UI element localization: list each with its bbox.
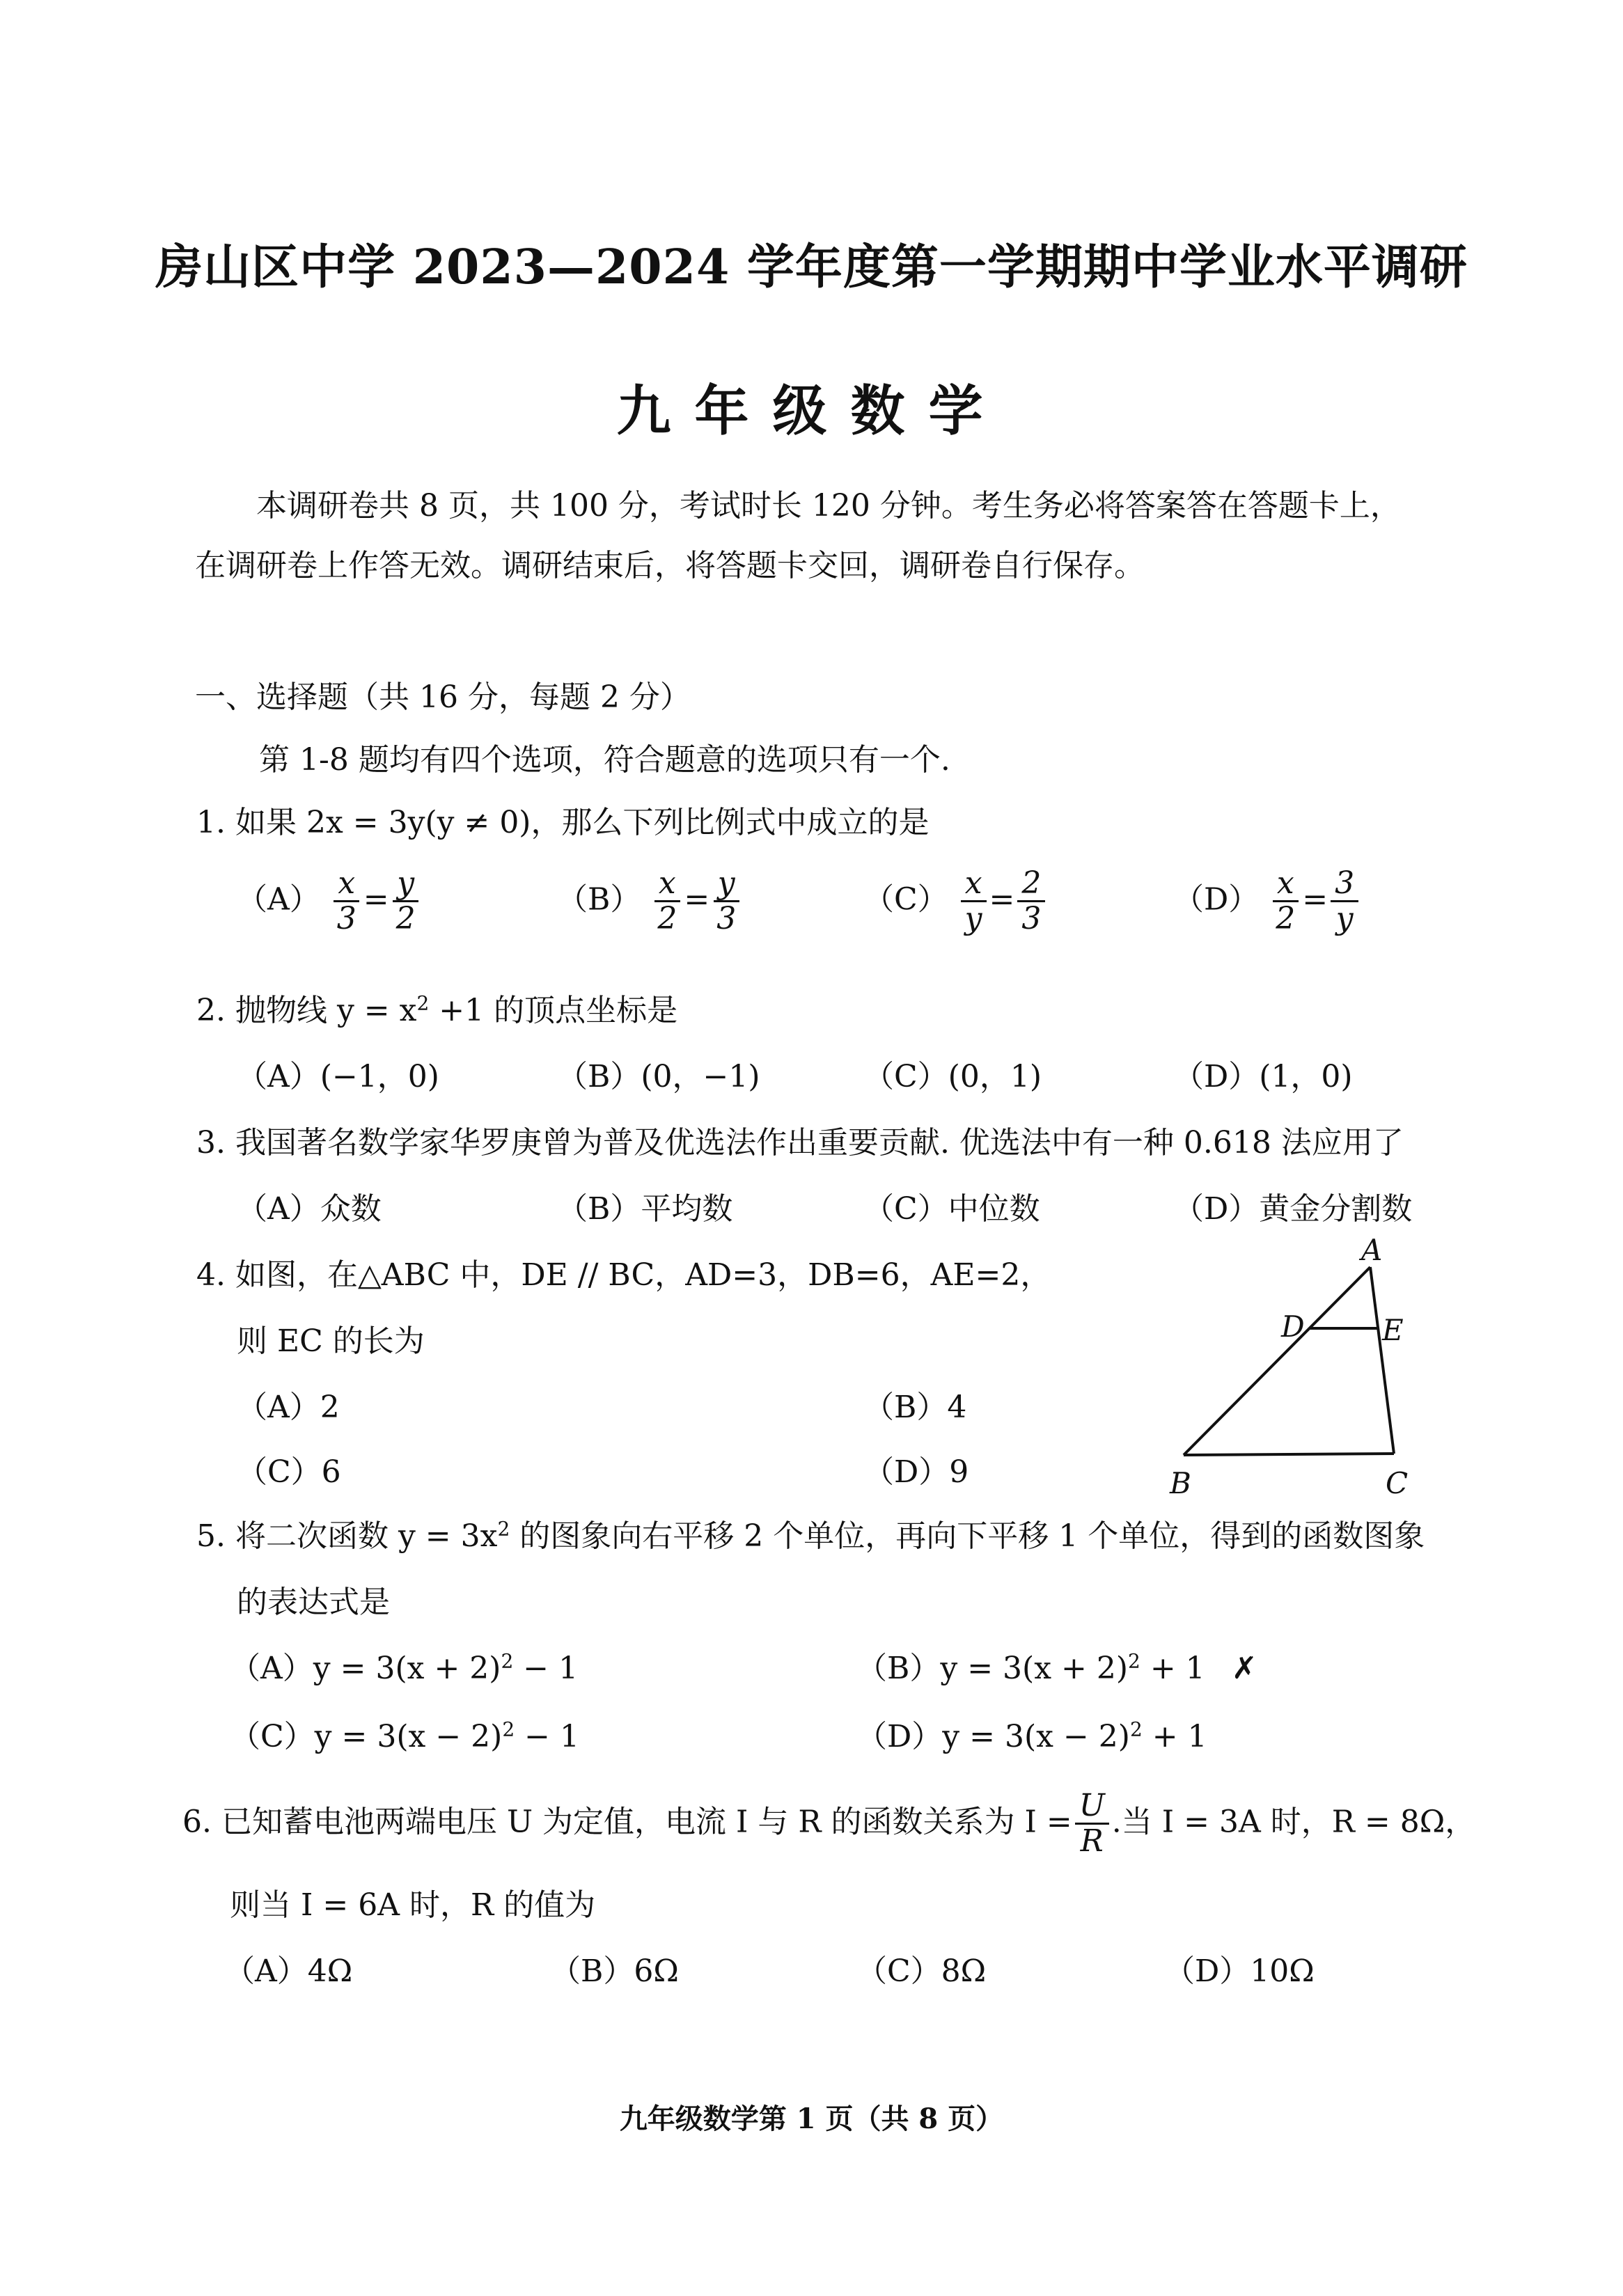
q1-option-c: （C） $\frac{x}{y}$ = $\frac{2}{3}$ <box>863 867 1048 936</box>
side-ab <box>1184 1267 1370 1455</box>
q5-option-b: $(B)y = 3(x + 2)^2 + 1$ ✗ <box>856 1649 1257 1686</box>
q4-option-a: （A）2 <box>237 1390 340 1425</box>
instructions-line1: 本调研卷共 8 页，共 100 分，考试时长 120 分钟。考生务必将答案答在答题卡上， <box>256 488 1401 524</box>
q4-option-b: （B）4 <box>863 1390 967 1425</box>
side-bc <box>1184 1454 1394 1455</box>
q5-option-c: $(C)y = 3(x - 2)^2 - 1$ <box>230 1717 580 1754</box>
q2-option-b: （B）(0，−1) <box>557 1059 760 1094</box>
q5-stem-line1: 5. 将二次函数 $y = 3x^2$ 的图象向右平移 2 个单位，再向下平移 1 个单位，得到的函数图象 <box>196 1517 1425 1554</box>
subject-title: 九年级数学 <box>616 379 1007 443</box>
exam-title: 房山区中学 2023—2024 学年度第一学期期中学业水平调研 <box>155 239 1468 295</box>
handwritten-cross-mark: ✗ <box>1231 1651 1257 1686</box>
q4-option-d: （D）9 <box>863 1454 969 1490</box>
q3-option-a: （A）众数 <box>237 1191 382 1227</box>
page-footer: 九年级数学第 1 页（共 8 页） <box>619 2102 1004 2135</box>
instructions-line2: 在调研卷上作答无效。调研结束后，将答题卡交回，调研卷自行保存。 <box>195 548 1145 583</box>
q6-option-c: （C）8Ω <box>856 1953 987 1989</box>
q6-option-b: （B）6Ω <box>550 1953 679 1989</box>
q6-option-a: （A）4Ω <box>224 1953 353 1989</box>
triangle-figure <box>1149 1232 1441 1511</box>
q5-option-d: $(D)y = 3(x - 2)^2 + 1$ <box>856 1717 1207 1754</box>
q6-option-d: （D）10Ω <box>1164 1953 1315 1989</box>
label-a: A <box>1361 1233 1383 1267</box>
q5-option-a: $(A)y = 3(x + 2)^2 - 1$ <box>230 1649 579 1686</box>
label-c: C <box>1386 1466 1409 1500</box>
q2-option-a: （A）(−1，0) <box>237 1059 439 1094</box>
q1-option-b: （B） $\frac{x}{2}$ = $\frac{y}{3}$ <box>557 867 743 936</box>
q2-option-c: （C）(0，1) <box>863 1059 1042 1094</box>
q1-option-a: （A） $\frac{x}{3}$ = $\frac{y}{2}$ <box>237 867 423 936</box>
q2-option-d: （D）(1，0) <box>1173 1059 1353 1094</box>
label-e: E <box>1382 1313 1404 1347</box>
q5-stem-line2: 的表达式是 <box>237 1585 390 1620</box>
label-b: B <box>1170 1466 1191 1500</box>
q6-stem-line1: 6. 已知蓄电池两端电压 U 为定值，电流 I 与 R 的函数关系为 I = $\frac{U}{R}$ .当 I = 3A 时，R = 8Ω， <box>182 1788 1476 1859</box>
section-note: 第 1-8 题均有四个选项，符合题意的选项只有一个. <box>259 742 950 778</box>
q4-option-c: （C）6 <box>237 1454 341 1490</box>
q6-stem-line2: 则当 I = 6A 时，R 的值为 <box>230 1887 596 1923</box>
q2-stem: 2. 抛物线 $y = x^2 +1$ 的顶点坐标是 <box>196 991 678 1028</box>
side-ac <box>1370 1267 1394 1454</box>
label-d: D <box>1281 1310 1305 1344</box>
q3-option-c: （C）中位数 <box>863 1191 1040 1227</box>
q3-option-d: （D）黄金分割数 <box>1173 1191 1413 1227</box>
q4-stem-line2: 则 EC 的长为 <box>237 1323 425 1359</box>
q1-stem: 1. 如果 2x = 3y(y ≠ 0)，那么下列比例式中成立的是 <box>196 805 930 840</box>
q4-stem-line1: 4. 如图，在△ABC 中，DE // BC，AD=3，DB=6，AE=2， <box>196 1257 1051 1293</box>
q3-stem: 3. 我国著名数学家华罗庚曾为普及优选法作出重要贡献. 优选法中有一种 0.618 法应用了 <box>196 1125 1404 1161</box>
section-heading: 一、选择题（共 16 分，每题 2 分） <box>195 679 691 715</box>
q3-option-b: （B）平均数 <box>557 1191 733 1227</box>
q1-option-d: （D） $\frac{x}{2}$ = $\frac{3}{y}$ <box>1173 867 1361 936</box>
